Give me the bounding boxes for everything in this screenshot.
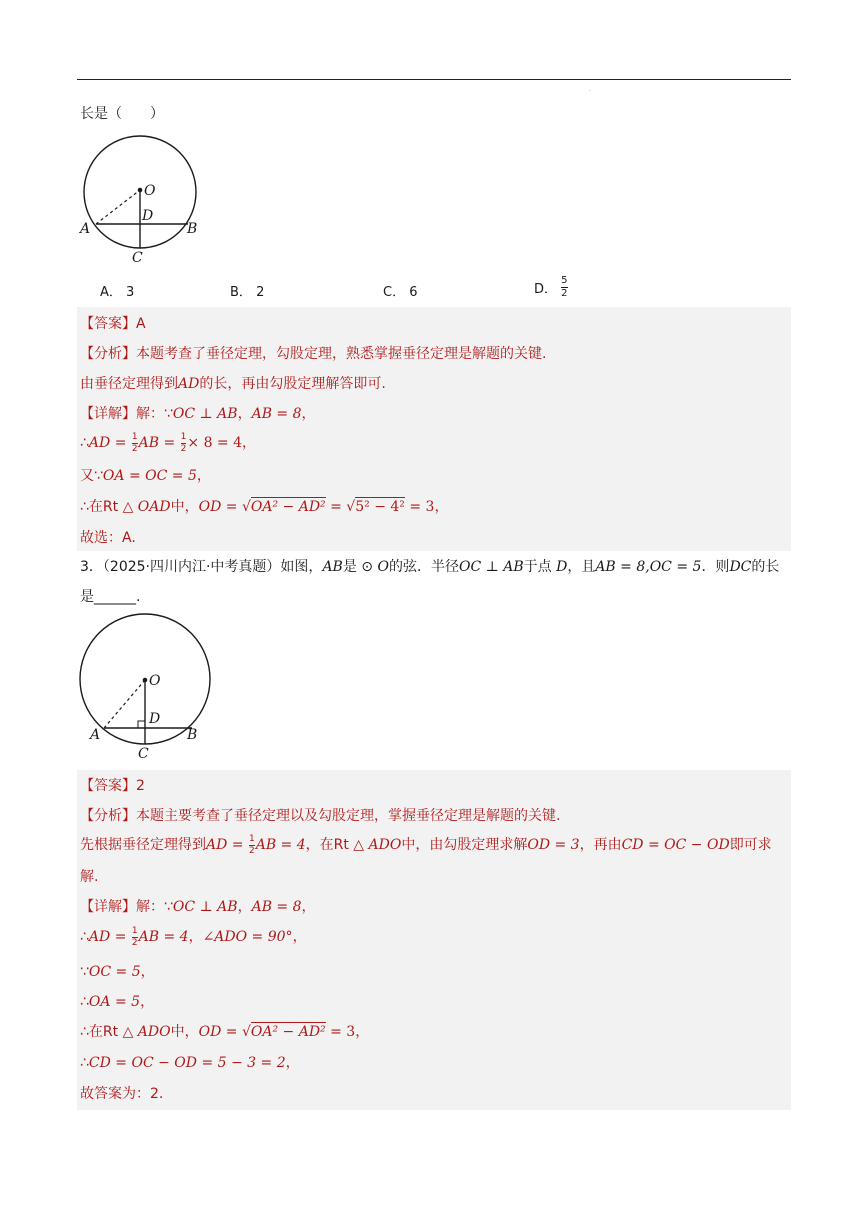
q3-label-a: A: [90, 727, 101, 743]
q3-answer-line: 【答案】2: [80, 778, 145, 794]
q3-step-cd: ∴CD = OC − OD = 5 − 3 = 2，: [80, 1055, 300, 1071]
q3-center-dot: [143, 678, 148, 683]
q3-stem-line1: 3．（2025·四川内江·中考真题）如图，AB是 ⊙ O的弦．半径OC ⊥ AB于点 D，且AB = 8,OC = 5．则DC的长: [80, 559, 780, 575]
q3-analysis-line: 【分析】本题主要考查了垂径定理以及勾股定理，掌握垂径定理是解题的关键.: [80, 808, 561, 824]
q2-label-a: A: [80, 221, 91, 237]
q2-label-o: O: [144, 183, 156, 199]
q3-label-d: D: [149, 711, 161, 727]
q2-step-ad: ∴AD = $\frac{1}{2}AB = \frac{1}{2}\times 8 = 4$，: [80, 431, 257, 454]
q3-label-o: O: [149, 673, 161, 689]
q2-option-b[interactable]: B． 2: [230, 285, 265, 300]
q3-detail-line: 【详解】解：∵OC ⊥ AB，AB = 8，: [80, 899, 316, 915]
q2-stem-tail: 长是（ ）: [80, 106, 164, 122]
q2-segment-oa: [96, 190, 140, 224]
q3-right-angle-mark: [138, 721, 145, 728]
q2-analysis-line: 【分析】本题考查了垂径定理，勾股定理，熟悉掌握垂径定理是解题的关键.: [80, 346, 547, 362]
q3-analysis-line3: 解.: [80, 869, 99, 885]
header-mark: .: [589, 86, 591, 93]
q2-circle-figure: [76, 132, 216, 268]
q2-analysis-line2: 由垂径定理得到AD的长，再由勾股定理解答即可.: [80, 376, 386, 392]
q3-analysis-line2: 先根据垂径定理得到AD = $\frac{1}{2}AB = 4$，在Rt △ ADO中，由勾股定理求解OD = 3，再由CD = OC − OD即可求: [80, 833, 772, 856]
q2-center-dot: [138, 188, 143, 193]
q3-stem-line2: 是______.: [80, 589, 141, 605]
q2-label-b: B: [187, 221, 198, 237]
q2-label-c: C: [132, 250, 143, 266]
q2-option-a[interactable]: A． 3: [100, 285, 135, 300]
q3-label-c: C: [138, 746, 149, 762]
q3-step-oa: ∴OA = 5，: [80, 994, 155, 1010]
q2-option-d[interactable]: D． $\frac{5}{2}$: [534, 275, 568, 299]
q2-step-od: ∴在Rt △ OAD中，OD = √OA² − AD² = √5² − 4² = 3，: [80, 499, 449, 515]
q3-step-od: ∴在Rt △ ADO中，OD = √OA² − AD² = 3，: [80, 1024, 370, 1040]
q3-final-answer: 故答案为：2.: [80, 1086, 164, 1102]
q2-label-d: D: [142, 208, 154, 224]
q3-step-oc: ∵OC = 5，: [80, 964, 155, 980]
q3-label-b: B: [187, 727, 198, 743]
q2-detail-line: 【详解】解：∵OC ⊥ AB，AB = 8，: [80, 406, 316, 422]
q2-final-choice: 故选：A.: [80, 530, 136, 546]
q3-step-ad: ∴AD = $\frac{1}{2}AB = 4$，∠ADO = 90°，: [80, 925, 307, 948]
q3-circle-figure: [76, 612, 224, 764]
q2-answer-line: 【答案】A: [80, 316, 146, 332]
q2-step-oa: 又∵OA = OC = 5，: [80, 468, 211, 484]
q2-option-c[interactable]: C． 6: [383, 285, 418, 300]
header-rule: [77, 79, 791, 80]
